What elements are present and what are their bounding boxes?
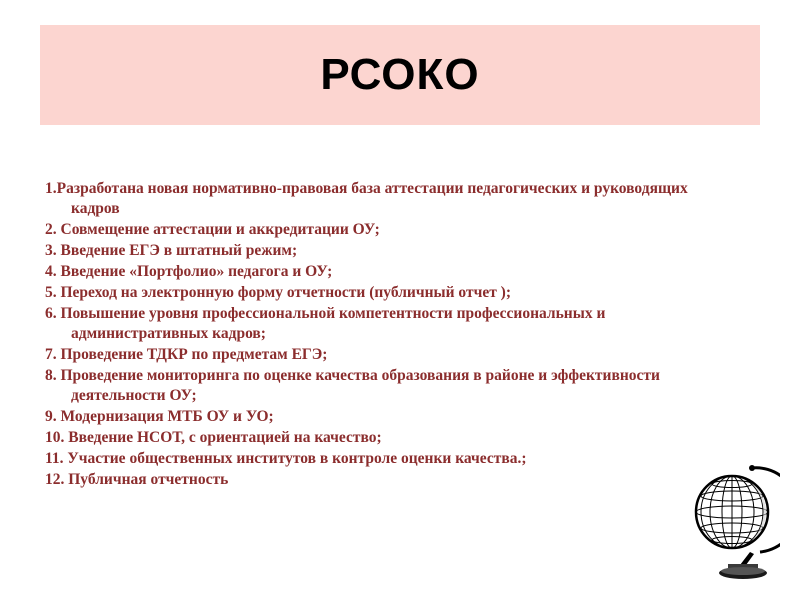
item-list [45,179,725,491]
title-band [40,25,760,125]
list-item: 2. Совмещение аттестации и аккредитации ОУ; [45,221,380,238]
list-item: 5. Переход на электронную форму отчетности (публичный отчет ); [45,284,512,301]
list-item: 10. Введение НСОТ, с ориентацией на качество; [45,429,382,446]
list-item: 11. Участие общественных институтов в контроле оценки качества.; [45,450,527,467]
globe-icon [690,460,780,585]
list-item: 3. Введение ЕГЭ в штатный режим; [45,242,298,259]
list-item: 9. Модернизация МТБ ОУ и УО; [45,408,274,425]
list-item: 4. Введение «Портфолио» педагога и ОУ; [45,263,333,280]
list-item: 12. Публичная отчетность [45,471,229,488]
list-item: 7. Проведение ТДКР по предметам ЕГЭ; [45,346,328,363]
list-item: 1.Разработана новая нормативно-правовая база аттестации педагогических и руководящих кадров [45,180,688,217]
list-item: 6. Повышение уровня профессиональной компетентности профессиональных и административных кадров; [45,305,606,342]
list-item: 8. Проведение мониторинга по оценке качества образования в районе и эффективности деятельности ОУ; [45,367,660,404]
slide-title: РСОКО [320,50,480,99]
